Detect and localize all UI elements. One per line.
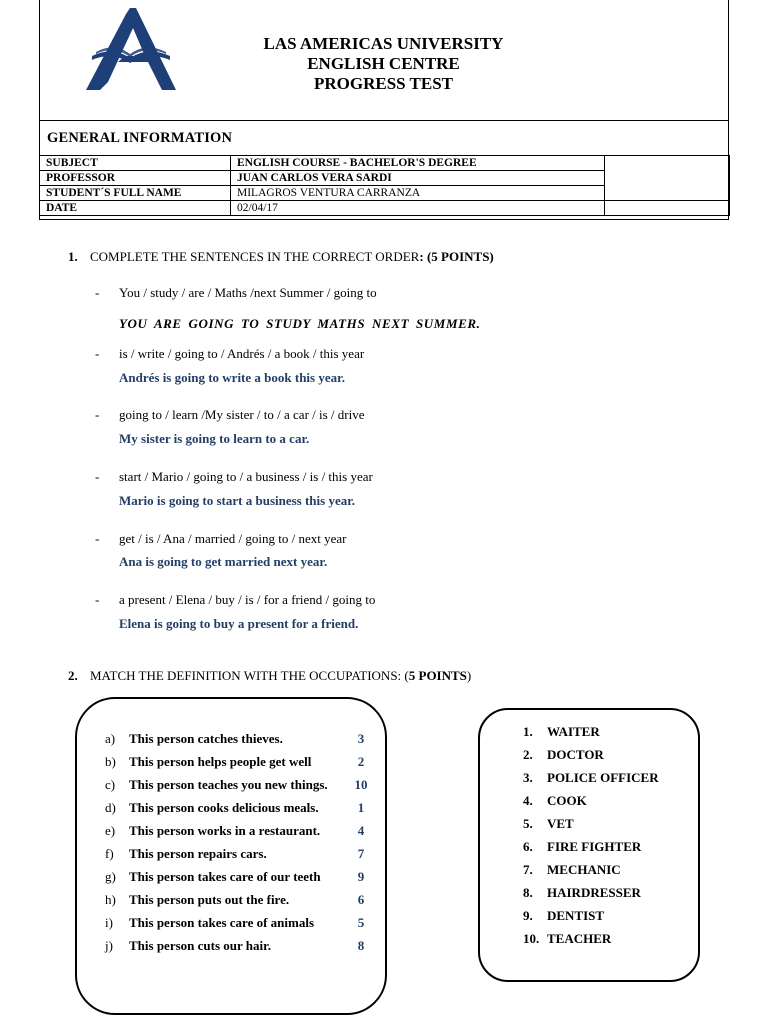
answer-4: Mario is going to start a business this year.	[119, 493, 356, 508]
definition-letter: f)	[105, 846, 114, 861]
list-item	[105, 731, 375, 754]
list-item	[105, 869, 375, 892]
occupation-name: COOK	[547, 793, 587, 808]
info-empty-cell	[605, 156, 730, 201]
prompt-1	[95, 285, 377, 301]
test-name: PROGRESS TEST	[313, 74, 454, 93]
list-item	[105, 777, 375, 800]
definition-text: This person puts out the fire.	[129, 892, 290, 907]
university-name: LAS AMERICAS UNIVERSITY	[263, 34, 504, 53]
list-item	[105, 938, 375, 961]
prompt-text: going to / learn /My sister / to / a car / is / drive	[119, 407, 365, 422]
definition-answer: 6	[357, 892, 365, 907]
general-info-table	[39, 155, 730, 216]
list-item	[523, 908, 693, 931]
info-value-student: MILAGROS VENTURA CARRANZA	[231, 186, 605, 201]
prompt-text: is / write / going to / Andrés / a book / this year	[119, 346, 365, 361]
occupation-name: HAIRDRESSER	[547, 885, 641, 900]
occupation-number: 4.	[523, 793, 533, 808]
question-2-heading	[68, 668, 471, 684]
definition-letter: b)	[105, 754, 116, 769]
info-label-date: DATE	[40, 201, 231, 216]
definition-letter: i)	[105, 915, 113, 930]
definition-letter: h)	[105, 892, 116, 907]
occupation-number: 10.	[523, 931, 540, 946]
occupation-name: MECHANIC	[547, 862, 621, 877]
info-value-subject: ENGLISH COURSE - BACHELOR'S DEGREE	[231, 156, 605, 171]
occupation-number: 6.	[523, 839, 533, 854]
question-points: : (5 POINTS)	[419, 249, 494, 264]
title-block	[230, 34, 537, 94]
table-row	[40, 156, 730, 171]
definition-letter: g)	[105, 869, 116, 884]
definition-letter: e)	[105, 823, 116, 838]
list-item	[105, 754, 375, 777]
definition-text: This person takes care of animals	[129, 915, 315, 930]
list-item	[105, 892, 375, 915]
list-item	[105, 823, 375, 846]
occupation-name: VET	[547, 816, 574, 831]
list-item	[105, 915, 375, 938]
list-item	[523, 724, 693, 747]
answer-2: Andrés is going to write a book this year.	[119, 370, 345, 385]
definition-text: This person teaches you new things.	[129, 777, 328, 792]
general-info-title: GENERAL INFORMATION	[47, 130, 233, 146]
answer-1: YOU ARE GOING TO STUDY MATHS NEXT SUMMER.	[119, 316, 481, 331]
info-label-subject: SUBJECT	[40, 156, 231, 171]
info-empty-cell	[605, 201, 730, 216]
definition-answer: 7	[357, 846, 365, 861]
list-item	[523, 885, 693, 908]
question-text: MATCH THE DEFINITION WITH THE OCCUPATIONS: (	[90, 668, 409, 683]
occupation-name: DOCTOR	[547, 747, 604, 762]
prompt-3	[95, 407, 365, 423]
prompt-4	[95, 469, 373, 485]
definition-answer: 3	[357, 731, 365, 746]
question-number: 2.	[68, 668, 78, 683]
definition-answer: 5	[357, 915, 365, 930]
occupation-number: 9.	[523, 908, 533, 923]
question-close: )	[466, 668, 472, 683]
list-item	[523, 862, 693, 885]
list-item	[105, 800, 375, 823]
definition-letter: a)	[105, 731, 116, 746]
occupation-name: DENTIST	[547, 908, 605, 923]
info-label-professor: PROFESSOR	[40, 171, 231, 186]
answer-3: My sister is going to learn to a car.	[119, 431, 310, 446]
bullet-dash: -	[95, 469, 100, 484]
list-item	[523, 839, 693, 862]
question-text: COMPLETE THE SENTENCES IN THE CORRECT ORDER	[90, 249, 420, 264]
definition-answer: 8	[357, 938, 365, 953]
definition-answer: 4	[357, 823, 365, 838]
occupation-number: 5.	[523, 816, 533, 831]
table-row	[40, 201, 730, 216]
occupation-name: TEACHER	[547, 931, 612, 946]
bullet-dash: -	[95, 285, 100, 300]
prompt-6	[95, 592, 375, 608]
occupation-number: 2.	[523, 747, 533, 762]
occupation-number: 7.	[523, 862, 533, 877]
question-points: 5 POINTS	[408, 668, 467, 683]
definition-text: This person helps people get well	[129, 754, 312, 769]
definition-text: This person cooks delicious meals.	[129, 800, 319, 815]
question-1-heading	[68, 249, 494, 265]
occupation-number: 8.	[523, 885, 533, 900]
info-value-professor: JUAN CARLOS VERA SARDI	[231, 171, 605, 186]
definition-text: This person takes care of our teeth	[129, 869, 321, 884]
answer-5: Ana is going to get married next year.	[119, 554, 328, 569]
definition-answer: 9	[357, 869, 365, 884]
occupation-name: WAITER	[547, 724, 600, 739]
list-item	[523, 747, 693, 770]
prompt-text: get / is / Ana / married / going to / next year	[119, 531, 347, 546]
list-item	[105, 846, 375, 869]
definition-text: This person repairs cars.	[129, 846, 267, 861]
prompt-text: a present / Elena / buy / is / for a friend / going to	[119, 592, 376, 607]
definition-letter: c)	[105, 777, 116, 792]
definition-text: This person catches thieves.	[129, 731, 283, 746]
definition-answer: 10	[354, 777, 368, 792]
info-label-student: STUDENT´S FULL NAME	[40, 186, 231, 201]
bullet-dash: -	[95, 346, 100, 361]
prompt-5	[95, 531, 346, 547]
bullet-dash: -	[95, 407, 100, 422]
bullet-dash: -	[95, 592, 100, 607]
definition-answer: 1	[357, 800, 365, 815]
occupation-number: 3.	[523, 770, 533, 785]
info-value-date: 02/04/17	[231, 201, 605, 216]
definition-text: This person works in a restaurant.	[129, 823, 321, 838]
list-item	[523, 793, 693, 816]
list-item	[523, 770, 693, 793]
prompt-text: start / Mario / going to / a business / is / this year	[119, 469, 373, 484]
university-logo	[78, 6, 182, 92]
definition-text: This person cuts our hair.	[129, 938, 271, 953]
question-number: 1.	[68, 249, 78, 264]
occupation-name: POLICE OFFICER	[547, 770, 659, 785]
list-item	[523, 816, 693, 839]
prompt-2	[95, 346, 364, 362]
occupation-name: FIRE FIGHTER	[547, 839, 642, 854]
prompt-text: You / study / are / Maths /next Summer / going to	[119, 285, 377, 300]
definition-letter: j)	[105, 938, 113, 953]
list-item	[523, 931, 693, 954]
occupation-number: 1.	[523, 724, 533, 739]
bullet-dash: -	[95, 531, 100, 546]
definition-letter: d)	[105, 800, 116, 815]
answer-6: Elena is going to buy a present for a friend.	[119, 616, 359, 631]
definition-answer: 2	[357, 754, 365, 769]
centre-name: ENGLISH CENTRE	[307, 54, 460, 73]
